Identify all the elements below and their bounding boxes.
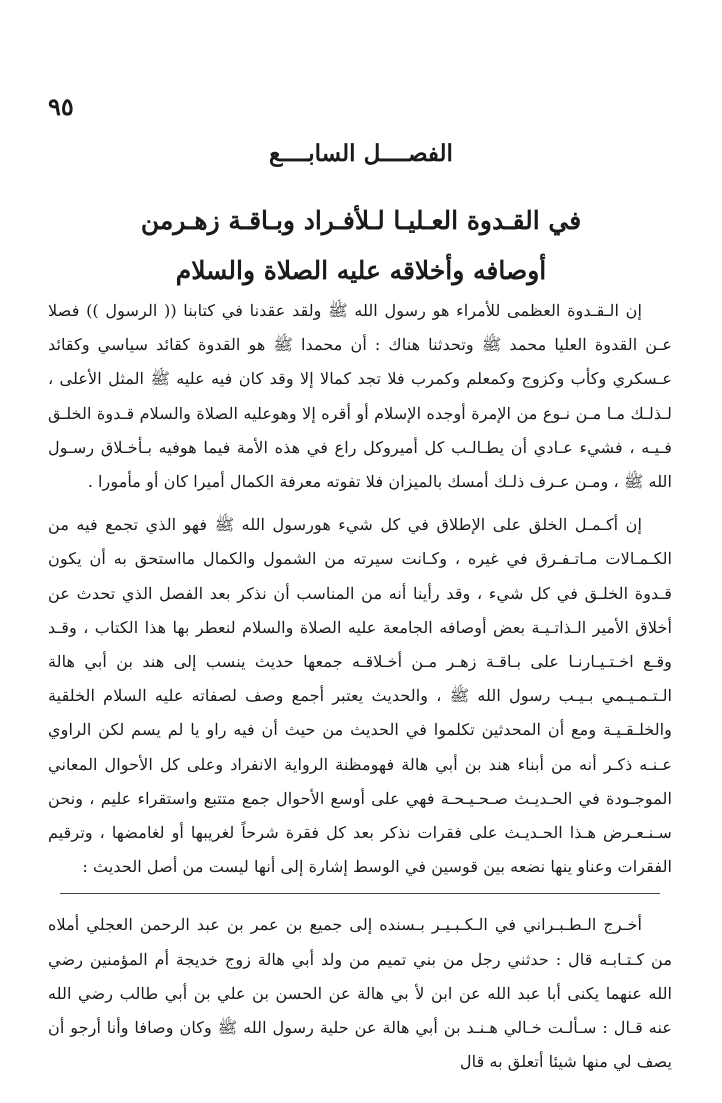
paragraph-1: إن الـقـدوة العظمى للأمراء هو رسول الله ﷺ ولقد عقدنا في كتابنا (( الرسول )) فصلا عـن القدوة العليا محمد ﷺ وتحدثنا هناك : أن محمدا ﷺ هو القدوة كقائد سياسي وكقائد عـسكري وكأب وكزوج وكمعلم وكمرب فلا تجد كمالا إلا وقد كان فيه عليه ﷺ المثل الأعلى ، لـذلـك مـا مـن نـوع من الإمرة أوجده الإسلام أو أقره إلا وهوعليه الصلاة والسلام قـدوة الخلـق فـيـه ، فشيء عـادي أن يطـالـب كل أميروكل راع في هذه الأمة فيما هوفيه بـأخـلاق رسـول الله ﷺ ، ومـن عـرف ذلـك أمسك بالميزان فلا تفوته معرفة الكمال أميرا كان أو مأمورا . (48, 301, 672, 492)
page-number: ٩٥ (48, 92, 74, 121)
section-divider (60, 893, 660, 894)
hadith-paragraph: أخـرج الـطـبـراني في الـكـبـيـر بـسنده إلى جميع بن عمر بن عبد الرحمن العجلي أملاه من كـتـابـه قال : حدثني رجل من بني تميم من ولد أبي هالة زوج خديجة أم المؤمنين رضي الله عنهما يكنى أبا عبد الله عن ابن لأ بي هالة عن الحسن بن علي بن أبي طالب رضي الله عنه قـال : سـألـت خـالي هـنـد بن أبي هالة عن حلية رسول الله ﷺ وكان وصافا وأنا أرجو أن يصف لي منها شيئا أتعلق به قال (48, 915, 672, 1072)
paragraph-2: إن أكـمـل الخلق على الإطلاق في كل شيء هورسول الله ﷺ فهو الذي تجمع فيه من الكـمـالات مـاتـفـرق في غيره ، وكـانت سيرته من الشمول والكمال مااستحق به أن يكون قـدوة الخلـق في كل شيء ، وقد رأينا أنه من المناسب أن نذكر بعد الفصل الذي تحدث عن أخلاق الأمير الـذاتـيـة بعض أوصافه الجامعة عليه الصلاة والسلام لنعطر بها هذا الكتاب ، وقـد وقـع اخـتـيـارنـا على بـاقـة زهـر مـن أخـلاقـه جمعها حديث ينسب إلى هند بن أبي هالة الـتـمـيـمي بـيـب رسول الله ﷺ ، والحديث يعتبر أجمع وصف لصفاته عليه السلام الخلقية والخلـقـيـة ومع أن المحدثين تكلموا في الحديث من حيث أن فيه راو يا لم يسم لكن الراوي عـنـه ذكـر أنه من أبناء هند بن أبي هالة فهومظنة الرواية الانفراد وعلى كل الأحوال المعاني الموجـودة في الحـديـث صـحـيـحـة فهي على أوسع الأحوال جمع متتبع واستقراء عليم ، ونحن سـنـعـرض هـذا الحـديـث على فقرات نذكر بعد كل فقرة شرحاً لغريبها أو لغامضها ، وترقيم الفقرات وعناو ينها نضعه بين قوسين في الوسط إشارة إلى أنها ليست من أصل الحديث : (48, 515, 672, 877)
chapter-title (0, 196, 722, 296)
body-text (48, 294, 672, 1088)
chapter-title-line-1: في القـدوة العـليـا لـلأفـراد وبـاقـة زهـرمن (140, 206, 582, 235)
chapter-heading: الفصــــل السابــــع (269, 140, 453, 167)
chapter-title-line-2: أوصافه وأخلاقه عليه الصلاة والسلام (175, 256, 547, 285)
